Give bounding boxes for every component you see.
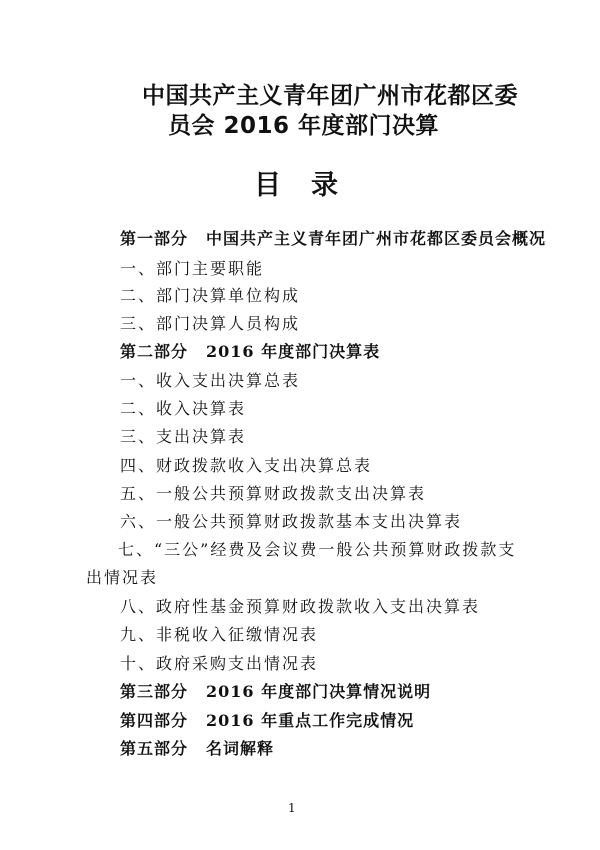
toc-part-3 <box>120 682 431 702</box>
toc-part-label: 第二部分 <box>120 342 189 361</box>
toc-part-5 <box>120 739 274 759</box>
toc-part-label: 第一部分 <box>120 229 189 248</box>
document-title-line-1: 中国共产主义青年团广州市花都区委 <box>142 83 518 109</box>
toc-item: 三、支出决算表 <box>120 427 247 446</box>
toc-item: 六、一般公共预算财政拨款基本支出决算表 <box>120 512 463 531</box>
toc-item: 五、一般公共预算财政拨款支出决算表 <box>120 484 427 503</box>
toc-item: 四、财政拨款收入支出决算总表 <box>120 456 373 475</box>
toc-heading: 目录 <box>254 170 368 201</box>
toc-item: 十、政府采购支出情况表 <box>120 654 319 673</box>
document-title-line-2: 员会 2016 年度部门决算 <box>168 113 440 139</box>
toc-part-label: 第五部分 <box>120 739 189 758</box>
toc-item: 一、部门主要职能 <box>120 259 265 278</box>
toc-part-title: 中国共产主义青年团广州市花都区委员会概况 <box>206 229 547 248</box>
toc-item: 二、收入决算表 <box>120 399 247 418</box>
toc-part-label: 第三部分 <box>120 682 189 701</box>
toc-part-label: 第四部分 <box>120 711 189 730</box>
toc-part-title: 2016 年重点工作完成情况 <box>206 711 415 730</box>
toc-item: 二、部门决算单位构成 <box>120 286 301 305</box>
toc-item: 一、收入支出决算总表 <box>120 371 301 390</box>
toc-item: 三、部门决算人员构成 <box>120 314 301 333</box>
toc-item: 八、政府性基金预算财政拨款收入支出决算表 <box>120 597 481 616</box>
toc-item: 七、“三公”经费及会议费一般公共预算财政拨款支出情况表 <box>86 540 517 587</box>
toc-part-title: 2016 年度部门决算表 <box>206 342 381 361</box>
page-number: 1 <box>288 801 296 815</box>
toc-part-2 <box>120 342 380 362</box>
toc-part-4 <box>120 711 414 731</box>
toc-item: 九、非税收入征缴情况表 <box>120 625 319 644</box>
toc-part-title: 2016 年度部门决算情况说明 <box>206 682 432 701</box>
toc-part-1 <box>120 229 546 249</box>
toc-part-title: 名词解释 <box>206 739 275 758</box>
